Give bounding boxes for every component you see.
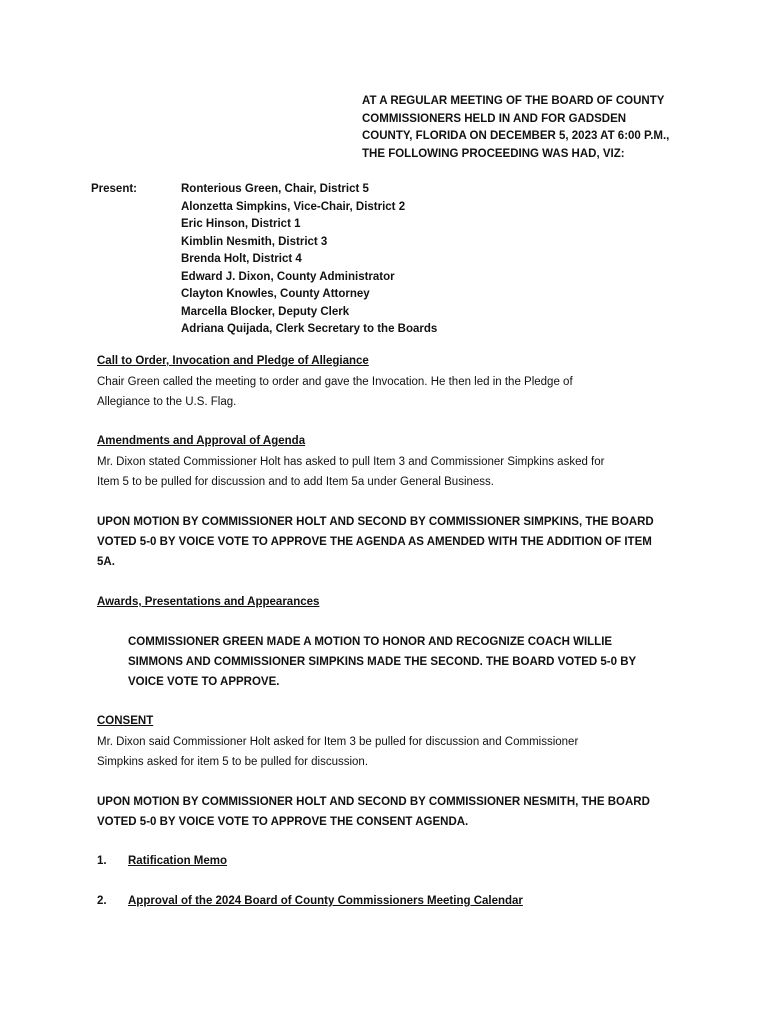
amendments-title: Amendments and Approval of Agenda: [97, 435, 306, 447]
call-to-order-title: Call to Order, Invocation and Pledge of Allegiance: [97, 355, 369, 367]
consent-title: CONSENT: [97, 715, 154, 727]
consent-text: [97, 732, 687, 772]
awards-title: Awards, Presentations and Appearances: [97, 596, 320, 608]
consent-item-number: 2.: [97, 895, 107, 907]
motion-line: COMMISSIONER GREEN MADE A MOTION TO HONOR AND RECOGNIZE COACH WILLIE: [128, 636, 613, 648]
attendee: Brenda Holt, District 4: [181, 253, 302, 265]
attendee: Edward J. Dixon, County Administrator: [181, 270, 395, 283]
heading-line: THE FOLLOWING PROCEEDING WAS HAD, VIZ:: [362, 147, 625, 160]
paragraph-line: Mr. Dixon said Commissioner Holt asked for Item 3 be pulled for discussion and Commissioner: [97, 736, 579, 748]
consent-item-title: Ratification Memo: [128, 855, 228, 867]
motion-line: VOICE VOTE TO APPROVE.: [128, 676, 280, 688]
attendee-list: [181, 181, 437, 339]
motion-line: UPON MOTION BY COMMISSIONER HOLT AND SECOND BY COMMISSIONER NESMITH, THE BOARD: [97, 796, 650, 808]
motion-line: SIMMONS AND COMMISSIONER SIMPKINS MADE THE SECOND. THE BOARD VOTED 5-0 BY: [128, 656, 637, 668]
motion-line: UPON MOTION BY COMMISSIONER HOLT AND SECOND BY COMMISSIONER SIMPKINS, THE BOARD: [97, 516, 654, 528]
paragraph-line: Simpkins asked for item 5 to be pulled for discussion.: [97, 756, 369, 768]
motion-line: VOTED 5-0 BY VOICE VOTE TO APPROVE THE AGENDA AS AMENDED WITH THE ADDITION OF ITEM: [97, 536, 652, 548]
paragraph-line: Chair Green called the meeting to order and gave the Invocation. He then led in the Pledge of: [97, 376, 573, 388]
paragraph-line: Allegiance to the U.S. Flag.: [97, 396, 237, 408]
meeting-heading: [362, 93, 680, 163]
motion-line: VOTED 5-0 BY VOICE VOTE TO APPROVE THE CONSENT AGENDA.: [97, 816, 469, 828]
attendee: Eric Hinson, District 1: [181, 218, 301, 230]
heading-line: COUNTY, FLORIDA ON DECEMBER 5, 2023 AT 6:00 P.M.,: [362, 130, 670, 142]
attendee: Clayton Knowles, County Attorney: [181, 288, 370, 300]
consent-item-number: 1.: [97, 855, 107, 867]
attendee: Ronterious Green, Chair, District 5: [181, 183, 369, 195]
motion-line: 5A.: [97, 556, 115, 568]
amendments-motion: [97, 512, 687, 572]
attendee: Kimblin Nesmith, District 3: [181, 235, 328, 248]
heading-line: AT A REGULAR MEETING OF THE BOARD OF COUNTY: [362, 95, 665, 107]
consent-item-title: Approval of the 2024 Board of County Commissioners Meeting Calendar: [128, 895, 523, 907]
awards-motion: [128, 632, 688, 692]
attendee: Adriana Quijada, Clerk Secretary to the Boards: [181, 323, 438, 335]
paragraph-line: Mr. Dixon stated Commissioner Holt has asked to pull Item 3 and Commissioner Simpkins asked for: [97, 456, 605, 468]
consent-motion: [97, 792, 687, 832]
attendee: Marcella Blocker, Deputy Clerk: [181, 305, 350, 318]
heading-line: COMMISSIONERS HELD IN AND FOR GADSDEN: [362, 112, 627, 125]
attendee: Alonzetta Simpkins, Vice-Chair, District 2: [181, 200, 406, 213]
paragraph-line: Item 5 to be pulled for discussion and to add Item 5a under General Business.: [97, 476, 494, 488]
present-label: Present:: [91, 183, 138, 195]
call-to-order-text: [97, 372, 687, 412]
amendments-text: [97, 452, 687, 492]
